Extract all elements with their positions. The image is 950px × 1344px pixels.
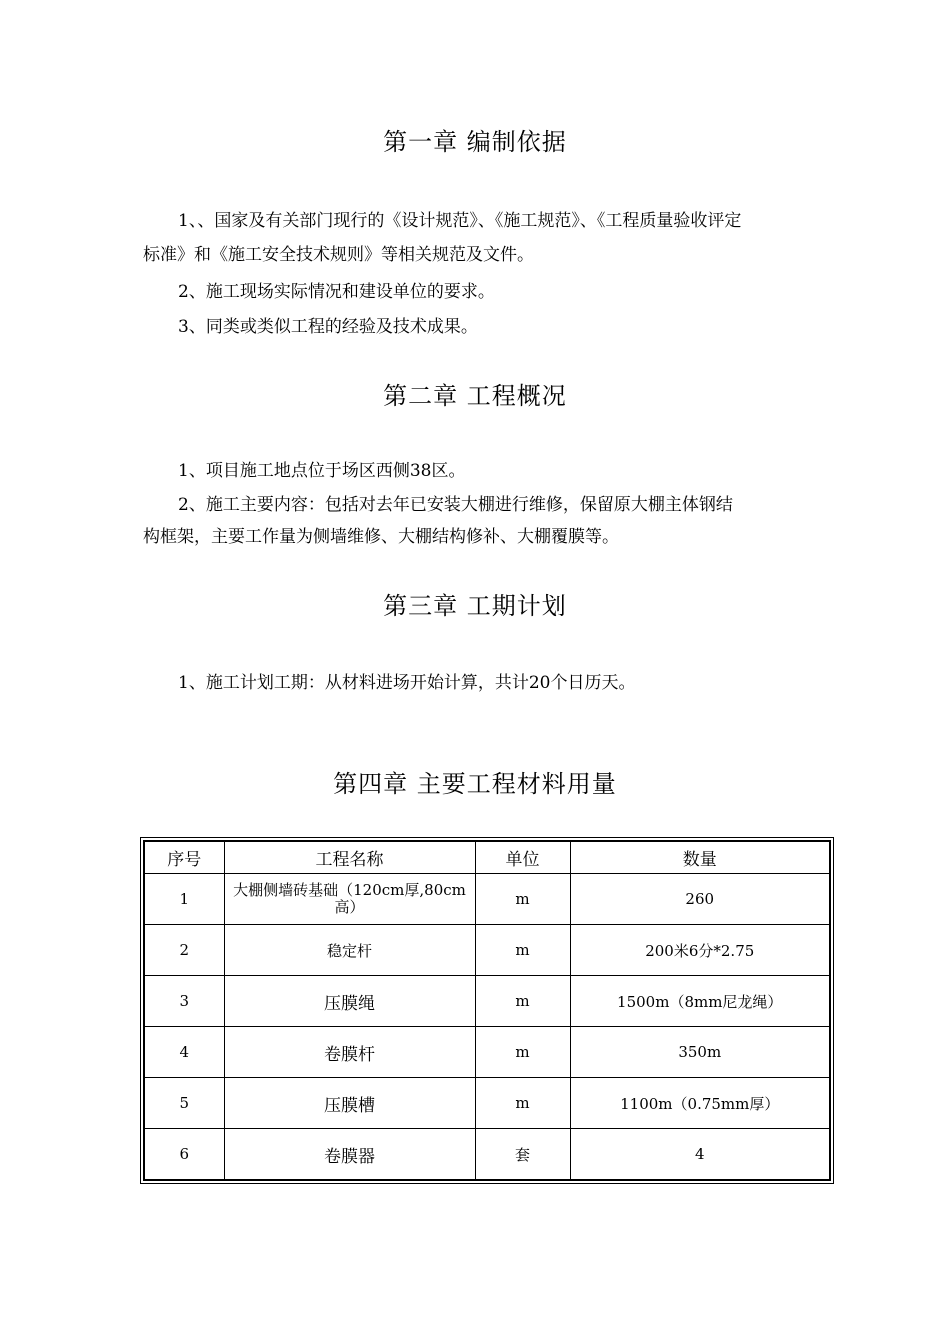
row-index: 2 bbox=[144, 925, 224, 976]
row-unit: m bbox=[475, 925, 570, 976]
chapter-2-paragraph-2-line-1: 2、施工主要内容：包括对去年已安装大棚进行维修，保留原大棚主体钢结 bbox=[178, 495, 733, 515]
row-name: 大棚侧墙砖基础（120cm厚,80cm高） bbox=[224, 874, 475, 925]
chapter-1-paragraph-1-line-1: 1、、国家及有关部门现行的《设计规范》、《施工规范》、《工程质量验收评定 bbox=[178, 211, 742, 231]
row-quantity: 260 bbox=[570, 874, 830, 925]
table-row bbox=[144, 925, 830, 976]
row-quantity: 1500m（8mm尼龙绳） bbox=[570, 976, 830, 1027]
column-header-index: 序号 bbox=[144, 841, 224, 874]
materials-table bbox=[143, 840, 831, 1181]
chapter-2-paragraph-2-line-2: 构框架，主要工作量为侧墙维修、大棚结构修补、大棚覆膜等。 bbox=[143, 527, 619, 547]
row-index: 1 bbox=[144, 874, 224, 925]
chapter-2-paragraph-1: 1、项目施工地点位于场区西侧38区。 bbox=[178, 461, 466, 481]
row-name: 压膜槽 bbox=[224, 1078, 475, 1129]
table-row bbox=[144, 1129, 830, 1181]
row-quantity: 4 bbox=[570, 1129, 830, 1181]
row-index: 6 bbox=[144, 1129, 224, 1181]
row-unit: m bbox=[475, 1027, 570, 1078]
row-unit: m bbox=[475, 976, 570, 1027]
row-name: 卷膜杆 bbox=[224, 1027, 475, 1078]
row-name: 卷膜器 bbox=[224, 1129, 475, 1181]
chapter-3-paragraph-1: 1、施工计划工期：从材料进场开始计算，共计20个日历天。 bbox=[178, 673, 636, 693]
table-row bbox=[144, 976, 830, 1027]
row-index: 3 bbox=[144, 976, 224, 1027]
row-unit: 套 bbox=[475, 1129, 570, 1181]
chapter-1-paragraph-2: 2、施工现场实际情况和建设单位的要求。 bbox=[178, 282, 495, 302]
column-header-name: 工程名称 bbox=[224, 841, 475, 874]
column-header-quantity: 数量 bbox=[570, 841, 830, 874]
row-index: 5 bbox=[144, 1078, 224, 1129]
table-row bbox=[144, 874, 830, 925]
table-row bbox=[144, 1078, 830, 1129]
row-quantity: 200米6分*2.75 bbox=[570, 925, 830, 976]
chapter-2-title: 第二章 工程概况 bbox=[383, 382, 567, 410]
chapter-3-title: 第三章 工期计划 bbox=[383, 592, 567, 620]
row-name: 压膜绳 bbox=[224, 976, 475, 1027]
chapter-1-paragraph-3: 3、同类或类似工程的经验及技术成果。 bbox=[178, 317, 478, 337]
chapter-1-title: 第一章 编制依据 bbox=[383, 128, 567, 156]
row-quantity: 350m bbox=[570, 1027, 830, 1078]
chapter-4-title: 第四章 主要工程材料用量 bbox=[333, 770, 617, 798]
row-unit: m bbox=[475, 874, 570, 925]
column-header-unit: 单位 bbox=[475, 841, 570, 874]
row-unit: m bbox=[475, 1078, 570, 1129]
row-quantity: 1100m（0.75mm厚） bbox=[570, 1078, 830, 1129]
row-name: 稳定杆 bbox=[224, 925, 475, 976]
table-header-row bbox=[144, 841, 830, 874]
table-row bbox=[144, 1027, 830, 1078]
chapter-1-paragraph-1-line-2: 标准》和《施工安全技术规则》等相关规范及文件。 bbox=[143, 245, 534, 265]
row-index: 4 bbox=[144, 1027, 224, 1078]
